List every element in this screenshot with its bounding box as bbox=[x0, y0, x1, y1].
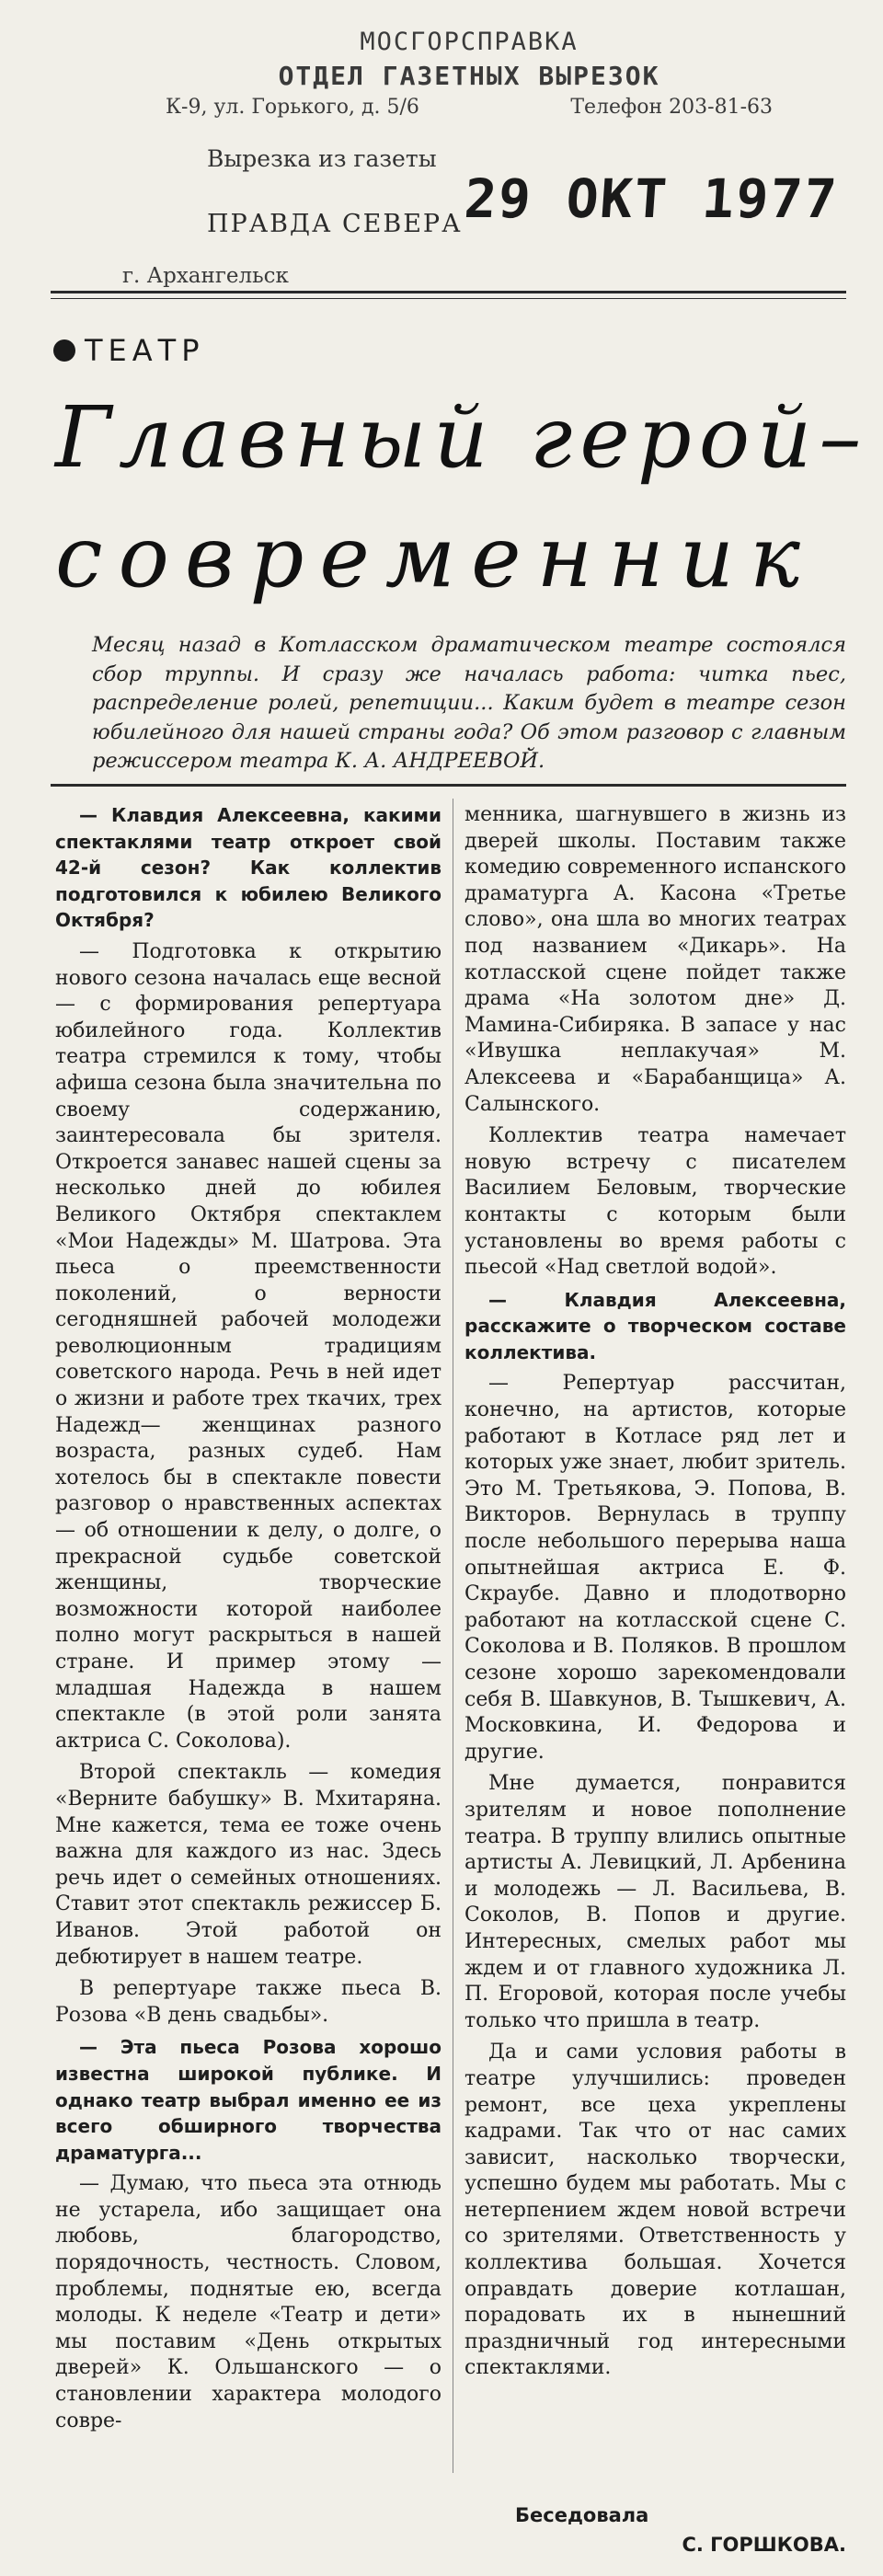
article-column-right bbox=[464, 802, 846, 2382]
article-paragraph: — Думаю, что пьеса эта отнюдь не устарела, ибо защищает она любовь, благородство, порядочность, честность. Словом, проблемы, поднятые ею, всегда молоды. К неделе «Театр и дети» мы поставим «День открытых дверей» К. Ольшанского — о становлении характера молодого совре- bbox=[55, 2172, 442, 2432]
headline-line-1: Главный герой– bbox=[55, 388, 869, 487]
clipping-label: Вырезка из газеты bbox=[207, 145, 437, 172]
article-paragraph: — Репертуар рассчитан, конечно, на артистов, которые работают в Котласе ряд лет и которых уже знает, любит зритель. Это М. Третьякова, Э. Попова, В. Викторов. Вернулась в труппу после небольшого перерыва наша опытнейшая актриса Е. Ф. Скраубе. Давно и плодотворно работают на котласской сцене С. Соколова и В. Поляков. В прошлом сезоне хорошо зарекомендовали себя В. Шавкунов, В. Тышкевич, А. Московкина, И. Федорова и другие. bbox=[464, 1372, 846, 1764]
header-rule bbox=[51, 291, 846, 293]
agency-department: ОТДЕЛ ГАЗЕТНЫХ ВЫРЕЗОК bbox=[278, 61, 660, 91]
article-paragraph: В репертуаре также пьеса В. Розова «В день свадьбы». bbox=[55, 1977, 442, 2027]
article-paragraph: Второй спектакль — комедия «Верните бабушку» В. Мхитаряна. Мне кажется, тема ее тоже очень важна для каждого из нас. Здесь речь идет о семейных отношениях. Ставит этот спектакль режиссер Б. Иванов. Этой работой он дебютирует в нашем театре. bbox=[55, 1761, 442, 1969]
interview-question: — Эта пьеса Розова хорошо известна широкой публике. И однако театр выбрал именно ее из всего обширного творчества драматурга... bbox=[55, 2036, 442, 2164]
section-title: ТЕАТР bbox=[85, 333, 205, 368]
article-paragraph: Да и сами условия работы в театре улучшились: проведен ремонт, все цеха укреплены кадрами. Так что от нас самих зависит, насколько творчески, успешно будем мы работать. Мы с нетерпением ждем новой встречи со зрителями. Ответственность у коллектива большая. Хочется оправдать доверие котлашан, порадовать их в нынешний праздничный год интересными спектаклями. bbox=[464, 2041, 846, 2380]
author-name: С. ГОРШКОВА. bbox=[682, 2534, 846, 2556]
newspaper-name: ПРАВДА СЕВЕРА bbox=[207, 210, 463, 238]
article-paragraph: Коллектив театра намечает новую встречу с писателем Василием Беловым, творческие контакты с которым были установлены во время работы с пьесой «Над светлой водой». bbox=[464, 1124, 846, 1280]
article-column-left bbox=[55, 802, 442, 2434]
article-lead: Месяц назад в Котласском драматическом театре состоялся сбор труппы. И сразу же началась работа: читка пьес, распределение ролей, репетиции... Каким будет в театре сезон юбилейного для нашей страны года? Об этом разговор с главным режиссером театра К. А. АНДРЕЕВОЙ. bbox=[92, 633, 846, 773]
date-stamp: 29 ОКТ 1977 bbox=[462, 167, 841, 230]
section-label bbox=[53, 333, 205, 368]
agency-contacts bbox=[166, 96, 773, 119]
interviewer-label: Беседовала bbox=[515, 2504, 649, 2526]
header-rule-thin bbox=[51, 298, 846, 299]
agency-name: МОСГОРСПРАВКА bbox=[360, 28, 579, 56]
article-paragraph: — Подготовка к открытию нового сезона началась еще весной — с формирования репертуара юбилейного года. Коллектив театра стремился к тому, чтобы афиша сезона была значительна по своему содержанию, заинтересовала бы зрителя. Откроется занавес нашей сцены за несколько дней до юбилея Великого Октября спектаклем «Мои Надежды» М. Шатрова. Эта пьеса о преемственности поколений, о верности сегодняшней рабочей молодежи революционным традициям советского народа. Речь в ней идет о жизни и работе трех ткачих, трех Надежд— женщинах разного возраста, разных судеб. Нам хотелось бы в спектакле повести разговор о нравственных аспектах — об отношении к делу, о долге, о прекрасной судьбе советской женщины, творческие возможности которой наиболее полно могут раскрыться в нашей стране. И пример этому — младшая Надежда в нашем спектакле (в этой роли занята актриса С. Соколова). bbox=[55, 939, 442, 1753]
lead-rule bbox=[51, 784, 846, 787]
signature bbox=[497, 2501, 846, 2559]
article-paragraph: Мне думается, понравится зрителям и новое пополнение театра. В труппу влились опытные артисты А. Левицкий, Л. Арбенина и молодежь — Л. Васильева, В. Соколов, В. Попов и другие. Интересных, смелых работ мы ждем и от главного художника Л. П. Егоровой, которая после учебы только что пришла в театр. bbox=[464, 1772, 846, 2032]
bullet-icon bbox=[53, 339, 75, 362]
headline-line-2: современник bbox=[55, 508, 816, 606]
article-paragraph: менника, шагнувшего в жизнь из дверей школы. Поставим также комедию современного испанского драматурга А. Касона «Третье слово», она шла во многих театрах под названием «Дикарь». На котласской сцене пойдет также драма «На золотом дне» Д. Мамина-Сибиряка. В запасе у нас «Ивушка неплакучая» М. Алексеева и «Барабанщица» А. Салынского. bbox=[464, 803, 846, 1116]
agency-address: К-9, ул. Горького, д. 5/6 bbox=[166, 96, 419, 119]
interview-question: — Клавдия Алексеевна, какими спектаклями театр откроет свой 42-й сезон? Как коллектив подготовился к юбилею Великого Октября? bbox=[55, 804, 442, 932]
agency-phone: Телефон 203-81-63 bbox=[570, 96, 773, 119]
interview-question: — Клавдия Алексеевна, расскажите о творческом составе коллектива. bbox=[464, 1288, 846, 1363]
newspaper-city: г. Архангельск bbox=[122, 264, 289, 288]
